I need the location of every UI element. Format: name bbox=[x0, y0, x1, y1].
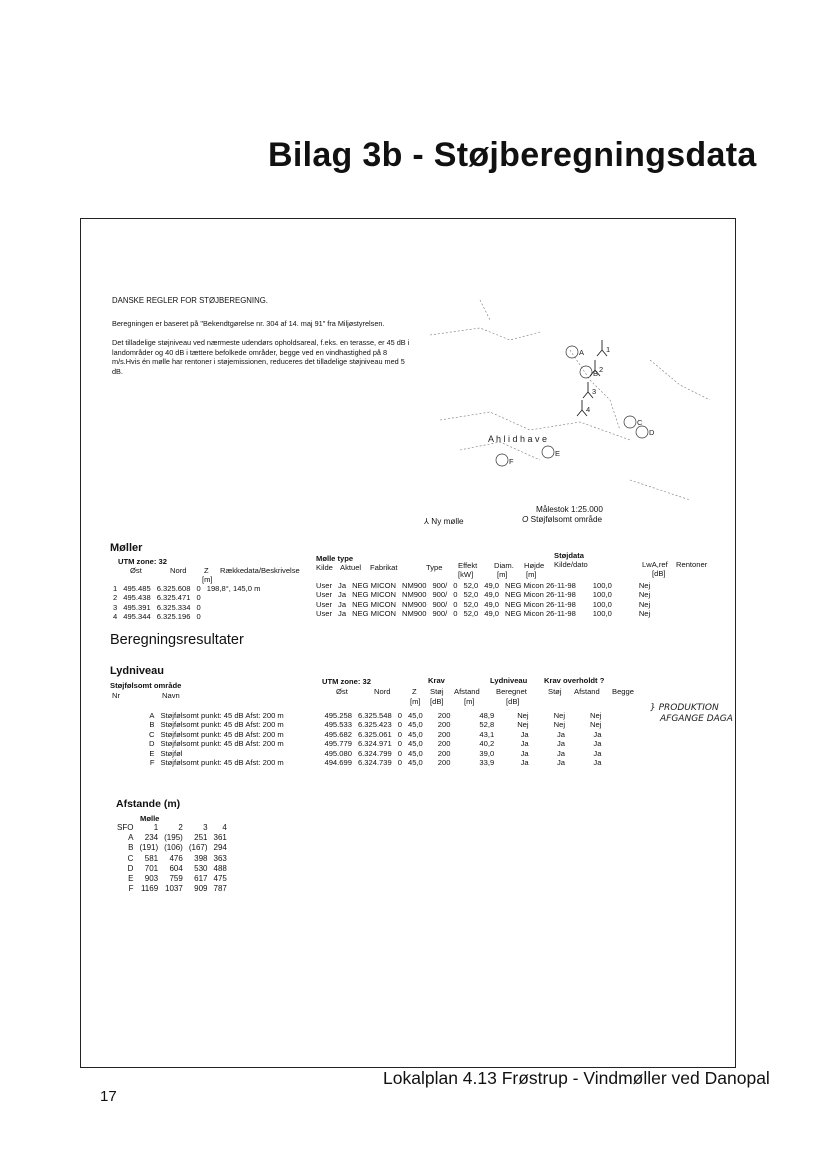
lydniveau-col-afstand-unit: [m] bbox=[464, 697, 475, 706]
afstande-col-1: 1 bbox=[153, 823, 159, 832]
turbine-kilde: User bbox=[316, 581, 333, 590]
noise-area-f-icon bbox=[496, 454, 508, 466]
moller-col-type: Type bbox=[426, 563, 443, 572]
moller-col-diam: Diam. bbox=[494, 561, 514, 570]
turbine-aktuel: Ja bbox=[338, 581, 347, 590]
afstande-value: 903 bbox=[144, 874, 159, 884]
map-label-a: A bbox=[579, 348, 585, 357]
area-afstand: 200 bbox=[437, 748, 451, 758]
area-beregnet: 43,1 bbox=[479, 729, 495, 739]
table-row bbox=[114, 884, 230, 894]
area-overholdt-afstand: Ja bbox=[556, 729, 566, 739]
area-nord: 6.324.971 bbox=[357, 739, 392, 749]
area-z: 0 bbox=[397, 758, 402, 768]
turbine-effekt: 900/ bbox=[432, 590, 448, 600]
turbine-kildedato: NEG Micon 26-11-98 bbox=[505, 609, 576, 619]
table-row bbox=[114, 874, 230, 884]
afstande-sfo: C bbox=[127, 853, 134, 863]
table-row bbox=[313, 600, 653, 609]
afstande-value: 1037 bbox=[165, 884, 183, 894]
area-stoj: 45,0 bbox=[407, 711, 423, 720]
noise-area-e-icon bbox=[542, 446, 554, 458]
afstande-value: 488 bbox=[213, 863, 227, 873]
afstande-value: 604 bbox=[169, 863, 183, 873]
afstande-value: 617 bbox=[194, 874, 208, 884]
legend-area bbox=[522, 515, 602, 526]
legend-turbine bbox=[424, 517, 464, 528]
map-scale: Målestok 1:25.000 bbox=[536, 505, 603, 514]
moller-group-stojdata: Støjdata bbox=[554, 551, 584, 560]
turbine-hojde: 49,0 bbox=[484, 581, 500, 590]
moller-utm-zone: UTM zone: 32 bbox=[118, 557, 167, 566]
afstande-sub: Mølle bbox=[140, 814, 160, 823]
afstande-value: (191) bbox=[139, 843, 159, 853]
area-ost: 495.258 bbox=[324, 711, 352, 720]
turbine-fabrikat: NEG MICON bbox=[352, 581, 396, 590]
area-stoj: 45,0 bbox=[407, 739, 423, 749]
lydniveau-col-stoj-unit: [dB] bbox=[430, 697, 444, 706]
moller-col-z-unit: [m] bbox=[202, 575, 213, 584]
table-row bbox=[313, 590, 653, 599]
turbine-nr: 3 bbox=[113, 602, 118, 612]
turbine-nord: 6.325.608 bbox=[156, 584, 191, 593]
area-overholdt-stoj: Nej bbox=[517, 720, 529, 730]
turbine-z2: 0 bbox=[453, 599, 458, 609]
afstande-sfo: F bbox=[128, 884, 134, 894]
area-afstand: 200 bbox=[437, 758, 451, 768]
lydniveau-col-stoj: Støj bbox=[430, 687, 444, 696]
afstande-value: 909 bbox=[194, 884, 208, 894]
area-navn: Støjføl bbox=[160, 748, 183, 758]
turbine-diam: 52,0 bbox=[463, 590, 479, 600]
turbine-z: 0 bbox=[196, 612, 201, 622]
afstande-sfo: E bbox=[128, 874, 134, 884]
area-beregnet: 33,9 bbox=[479, 758, 495, 768]
area-nord: 6.325.061 bbox=[357, 729, 392, 739]
afstande-value: 701 bbox=[144, 863, 159, 873]
turbine-z2: 0 bbox=[453, 581, 458, 590]
turbine-lwa: 100,0 bbox=[592, 599, 612, 609]
afstande-value: 581 bbox=[144, 853, 159, 863]
area-navn: Støjfølsomt punkt: 45 dB Afst: 200 m bbox=[160, 729, 284, 739]
turbine-nr: 2 bbox=[113, 593, 118, 603]
table-row bbox=[114, 833, 230, 843]
turbine-z: 0 bbox=[196, 602, 201, 612]
map-label-e: E bbox=[555, 449, 561, 458]
turbine-kilde: User bbox=[316, 590, 333, 600]
turbine-effekt: 900/ bbox=[432, 581, 448, 590]
map-label-b: B bbox=[593, 369, 599, 378]
afstande-table bbox=[114, 823, 230, 894]
table-row bbox=[146, 711, 604, 720]
moller-heading: Møller bbox=[110, 542, 143, 554]
lydniveau-col-nr: Nr bbox=[112, 691, 121, 700]
afstande-value: 251 bbox=[194, 833, 208, 843]
moller-col-lwa: LwA,ref bbox=[642, 560, 668, 569]
turbine-kildedato: NEG Micon 26-11-98 bbox=[505, 599, 576, 609]
table-row bbox=[110, 603, 263, 612]
turbine-diam: 52,0 bbox=[463, 581, 479, 590]
turbine-rentoner: Nej bbox=[638, 609, 651, 619]
turbine-raekke bbox=[204, 603, 264, 612]
lydniveau-col-o-begge: Begge bbox=[612, 687, 634, 696]
turbine-ost: 495.391 bbox=[123, 602, 151, 612]
area-nr: C bbox=[149, 729, 155, 739]
lydniveau-col-o-afstand: Afstand bbox=[574, 687, 600, 696]
area-nr: F bbox=[149, 758, 155, 768]
area-z: 0 bbox=[397, 739, 402, 749]
afstande-sfo: D bbox=[127, 863, 134, 873]
lydniveau-group-overholdt: Krav overholdt ? bbox=[544, 676, 605, 685]
turbine-kildedato: NEG Micon 26-11-98 bbox=[505, 581, 576, 590]
table-row bbox=[146, 758, 604, 767]
turbine-effekt: 900/ bbox=[432, 599, 448, 609]
area-afstand: 200 bbox=[437, 720, 451, 730]
turbine-nr: 4 bbox=[113, 612, 118, 622]
turbine-hojde: 49,0 bbox=[484, 599, 500, 609]
turbine-nord: 6.325.196 bbox=[156, 612, 191, 622]
area-overholdt-stoj: Ja bbox=[520, 758, 529, 768]
area-ost: 495.682 bbox=[324, 729, 352, 739]
turbine-legend-icon: ⅄ bbox=[424, 517, 430, 526]
map-label-2: 2 bbox=[599, 365, 604, 374]
legend-turbine-label: Ny mølle bbox=[431, 517, 464, 526]
area-stoj: 45,0 bbox=[407, 758, 423, 768]
area-overholdt-begge: Nej bbox=[590, 711, 602, 720]
turbine-type: NM900 bbox=[401, 599, 427, 609]
area-beregnet: 48,9 bbox=[479, 711, 495, 720]
area-nord: 6.325.548 bbox=[357, 711, 392, 720]
area-overholdt-begge: Nej bbox=[590, 720, 602, 730]
table-row bbox=[114, 864, 230, 874]
turbine-aktuel: Ja bbox=[338, 599, 347, 609]
area-overholdt-begge: Ja bbox=[593, 758, 602, 768]
turbine-type: NM900 bbox=[401, 581, 427, 590]
lydniveau-col-afstand: Afstand bbox=[454, 687, 480, 696]
turbine-fabrikat: NEG MICON bbox=[352, 599, 396, 609]
area-navn: Støjfølsomt punkt: 45 dB Afst: 200 m bbox=[160, 711, 284, 720]
table-row bbox=[146, 720, 604, 729]
moller-col-fabrikat: Fabrikat bbox=[370, 563, 398, 572]
area-beregnet: 39,0 bbox=[479, 748, 495, 758]
turbine-nr: 1 bbox=[113, 584, 118, 593]
afstande-value: 1169 bbox=[140, 884, 159, 894]
moller-col-ost: Øst bbox=[130, 566, 142, 575]
noise-area-a-icon bbox=[566, 346, 578, 358]
noise-area-d-icon bbox=[636, 426, 648, 438]
page-number: 17 bbox=[100, 1088, 117, 1105]
map-label-4: 4 bbox=[586, 405, 591, 414]
afstande-value: 294 bbox=[213, 843, 227, 853]
intro-section bbox=[112, 296, 412, 387]
handwritten-note-line-1: } PRODUKTION bbox=[650, 703, 719, 713]
area-overholdt-stoj: Nej bbox=[517, 711, 529, 720]
afstande-col-3: 3 bbox=[203, 823, 208, 832]
area-z: 0 bbox=[397, 711, 402, 720]
afstande-sfo: B bbox=[128, 843, 134, 853]
area-overholdt-afstand: Ja bbox=[556, 758, 566, 768]
turbine-type: NM900 bbox=[401, 609, 427, 619]
turbine-raekke bbox=[204, 612, 264, 621]
afstande-value: 234 bbox=[144, 833, 159, 843]
lydniveau-col-z-unit: [m] bbox=[410, 697, 421, 706]
area-afstand: 200 bbox=[437, 711, 451, 720]
table-row bbox=[313, 609, 653, 618]
lydniveau-sub: Støjfølsomt område bbox=[110, 681, 182, 690]
afstande-sfo: A bbox=[128, 833, 134, 843]
legend-area-label: Støjfølsomt område bbox=[530, 515, 603, 524]
area-nord: 6.325.423 bbox=[357, 720, 392, 730]
lydniveau-col-navn: Navn bbox=[162, 691, 180, 700]
area-overholdt-begge: Ja bbox=[593, 739, 602, 749]
turbine-kilde: User bbox=[316, 599, 333, 609]
intro-heading: DANSKE REGLER FOR STØJBEREGNING. bbox=[112, 296, 268, 305]
afstande-col-4: 4 bbox=[222, 823, 227, 832]
turbine-aktuel: Ja bbox=[338, 609, 347, 619]
turbine-nord: 6.325.471 bbox=[156, 593, 191, 603]
table-row bbox=[146, 739, 604, 748]
turbine-z: 0 bbox=[196, 593, 201, 603]
area-nr: A bbox=[149, 711, 155, 720]
area-z: 0 bbox=[397, 720, 402, 730]
moller-col-effekt-unit: [kW] bbox=[458, 570, 474, 579]
lydniveau-group-krav: Krav bbox=[428, 676, 445, 685]
turbine-raekke: 198,8°, 145,0 m bbox=[206, 584, 261, 593]
map-label-c: C bbox=[637, 418, 643, 427]
turbine-fabrikat: NEG MICON bbox=[352, 609, 396, 619]
lydniveau-heading: Lydniveau bbox=[110, 665, 164, 677]
turbine-diam: 52,0 bbox=[463, 599, 479, 609]
area-overholdt-afstand: Ja bbox=[556, 739, 566, 749]
turbine-raekke bbox=[204, 593, 264, 602]
table-row bbox=[110, 584, 263, 593]
turbine-ost: 495.485 bbox=[123, 584, 151, 593]
area-stoj: 45,0 bbox=[407, 748, 423, 758]
area-nord: 6.324.799 bbox=[357, 748, 392, 758]
afstande-value: (106) bbox=[164, 843, 183, 853]
area-z: 0 bbox=[397, 748, 402, 758]
turbine-hojde: 49,0 bbox=[484, 609, 500, 619]
turbine-kildedato: NEG Micon 26-11-98 bbox=[505, 590, 576, 600]
turbine-lwa: 100,0 bbox=[592, 609, 612, 619]
area-navn: Støjfølsomt punkt: 45 dB Afst: 200 m bbox=[160, 720, 284, 730]
table-row bbox=[114, 823, 230, 833]
lydniveau-group-lydniveau: Lydniveau bbox=[490, 676, 528, 685]
afstande-value: 361 bbox=[213, 833, 227, 843]
beregning-heading: Beregningsresultater bbox=[110, 632, 244, 648]
afstande-value: (195) bbox=[164, 833, 183, 843]
turbine-kilde: User bbox=[316, 609, 333, 619]
area-beregnet: 40,2 bbox=[479, 739, 495, 749]
area-nr: D bbox=[149, 739, 155, 749]
turbine-nord: 6.325.334 bbox=[156, 602, 191, 612]
afstande-value: 475 bbox=[213, 874, 227, 884]
intro-paragraph-1: Beregningen er baseret på "Bekendtgørelse nr. 304 af 14. maj 91" fra Miljøstyrelsen. bbox=[112, 318, 385, 328]
moller-col-lwa-unit: [dB] bbox=[652, 569, 666, 578]
afstande-value: (167) bbox=[188, 843, 208, 853]
table-row bbox=[114, 854, 230, 864]
moller-col-aktuel: Aktuel bbox=[340, 563, 362, 572]
moller-col-nord: Nord bbox=[170, 566, 187, 575]
afstande-col-2: 2 bbox=[178, 823, 183, 832]
area-ost: 495.533 bbox=[324, 720, 352, 730]
turbine-fabrikat: NEG MICON bbox=[352, 590, 396, 600]
map-label-d: D bbox=[649, 428, 655, 437]
turbine-rentoner: Nej bbox=[638, 590, 651, 600]
table-row bbox=[146, 730, 604, 739]
moller-table-right bbox=[313, 581, 653, 619]
area-overholdt-afstand: Nej bbox=[553, 720, 566, 730]
lydniveau-col-z: Z bbox=[412, 687, 417, 696]
afstande-value: 363 bbox=[213, 853, 227, 863]
moller-col-effekt: Effekt bbox=[458, 561, 478, 570]
area-nord: 6.324.739 bbox=[357, 758, 392, 768]
area-beregnet: 52,8 bbox=[479, 720, 495, 730]
lydniveau-col-beregnet-unit: [dB] bbox=[506, 697, 520, 706]
lydniveau-utm-zone: UTM zone: 32 bbox=[322, 677, 371, 686]
turbine-ost: 495.344 bbox=[123, 612, 151, 622]
area-ost: 494.699 bbox=[324, 758, 352, 768]
handwritten-note-line-2: AFGANGE DAGA bbox=[660, 714, 733, 724]
lydniveau-col-nord: Nord bbox=[374, 687, 391, 696]
area-overholdt-begge: Ja bbox=[593, 729, 602, 739]
turbine-rentoner: Nej bbox=[638, 599, 651, 609]
footer-title: Lokalplan 4.13 Frøstrup - Vindmøller ved Danopal bbox=[383, 1068, 770, 1088]
area-afstand: 200 bbox=[437, 739, 451, 749]
turbine-diam: 52,0 bbox=[463, 609, 479, 619]
area-overholdt-stoj: Ja bbox=[520, 739, 529, 749]
turbine-aktuel: Ja bbox=[338, 590, 347, 600]
lydniveau-col-ost: Øst bbox=[336, 687, 348, 696]
moller-col-diam-unit: [m] bbox=[497, 570, 508, 579]
area-nr: E bbox=[149, 748, 155, 758]
map-label-3: 3 bbox=[592, 387, 597, 396]
turbine-type: NM900 bbox=[401, 590, 427, 600]
area-afstand: 200 bbox=[437, 729, 451, 739]
noise-area-c-icon bbox=[624, 416, 636, 428]
area-overholdt-stoj: Ja bbox=[520, 729, 529, 739]
moller-col-z: Z bbox=[204, 566, 209, 575]
area-z: 0 bbox=[397, 729, 402, 739]
area-stoj: 45,0 bbox=[407, 720, 423, 730]
handwritten-note bbox=[650, 703, 733, 725]
area-nr: B bbox=[149, 720, 155, 730]
area-navn: Støjfølsomt punkt: 45 dB Afst: 200 m bbox=[160, 739, 284, 749]
area-overholdt-afstand: Nej bbox=[553, 711, 566, 720]
moller-group-molletype: Mølle type bbox=[316, 554, 354, 563]
moller-col-raekke: Rækkedata/Beskrivelse bbox=[220, 566, 300, 575]
turbine-effekt: 900/ bbox=[432, 609, 448, 619]
map-town-label: A h l i d h a v e bbox=[488, 434, 548, 444]
turbine-lwa: 100,0 bbox=[592, 581, 612, 590]
area-ost: 495.779 bbox=[324, 739, 352, 749]
afstande-heading: Afstande (m) bbox=[116, 798, 181, 810]
noise-area-b-icon bbox=[580, 366, 592, 378]
area-overholdt-afstand: Ja bbox=[556, 748, 566, 758]
area-overholdt-begge: Ja bbox=[593, 748, 602, 758]
page-title: Bilag 3b - Støjberegningsdata bbox=[268, 136, 757, 174]
lydniveau-col-beregnet: Beregnet bbox=[496, 687, 527, 696]
table-row bbox=[313, 581, 653, 590]
table-row bbox=[114, 843, 230, 853]
table-row bbox=[110, 593, 263, 602]
area-overholdt-stoj: Ja bbox=[520, 748, 529, 758]
afstande-value: 398 bbox=[194, 853, 208, 863]
turbine-lwa: 100,0 bbox=[592, 590, 612, 600]
afstande-value: 530 bbox=[194, 863, 208, 873]
intro-paragraph-2: Det tilladelige støjniveau ved nærmeste udendørs opholdsareal, f.eks. en terasse, er 45 dB i landområder og 40 dB i tættere befolkede områder, begge ved en vindhastighed på 8 m/s.Hvis én mølle har rentoner i støjemissionen, reduceres det tilladelige støjniveau med 5 dB. bbox=[112, 338, 410, 376]
afstande-value: 476 bbox=[169, 853, 183, 863]
afstande-col-sfo: SFO bbox=[117, 823, 134, 832]
afstande-value: 787 bbox=[213, 884, 227, 894]
moller-col-kildedato: Kilde/dato bbox=[554, 560, 588, 569]
moller-col-hojde-unit: [m] bbox=[526, 570, 537, 579]
moller-col-hojde: Højde bbox=[524, 561, 545, 570]
site-map bbox=[420, 290, 720, 530]
turbine-rentoner: Nej bbox=[638, 581, 651, 590]
map-label-1: 1 bbox=[606, 345, 611, 354]
lydniveau-col-o-stoj: Støj bbox=[548, 687, 562, 696]
turbine-z2: 0 bbox=[453, 609, 458, 619]
turbine-z: 0 bbox=[196, 584, 201, 593]
moller-col-kilde: Kilde bbox=[316, 563, 333, 572]
moller-table-left bbox=[110, 584, 263, 622]
turbine-hojde: 49,0 bbox=[484, 590, 500, 600]
lydniveau-table bbox=[146, 711, 604, 767]
map-label-f: F bbox=[509, 457, 514, 466]
turbine-ost: 495.438 bbox=[123, 593, 151, 603]
table-row bbox=[146, 749, 604, 758]
area-navn: Støjfølsomt punkt: 45 dB Afst: 200 m bbox=[160, 758, 284, 768]
table-row bbox=[110, 612, 263, 621]
moller-col-rentoner: Rentoner bbox=[676, 560, 708, 569]
afstande-value: 759 bbox=[169, 874, 183, 884]
noise-area-legend-icon: O bbox=[522, 515, 529, 524]
area-ost: 495.080 bbox=[324, 748, 352, 758]
turbine-z2: 0 bbox=[453, 590, 458, 600]
area-stoj: 45,0 bbox=[407, 729, 423, 739]
